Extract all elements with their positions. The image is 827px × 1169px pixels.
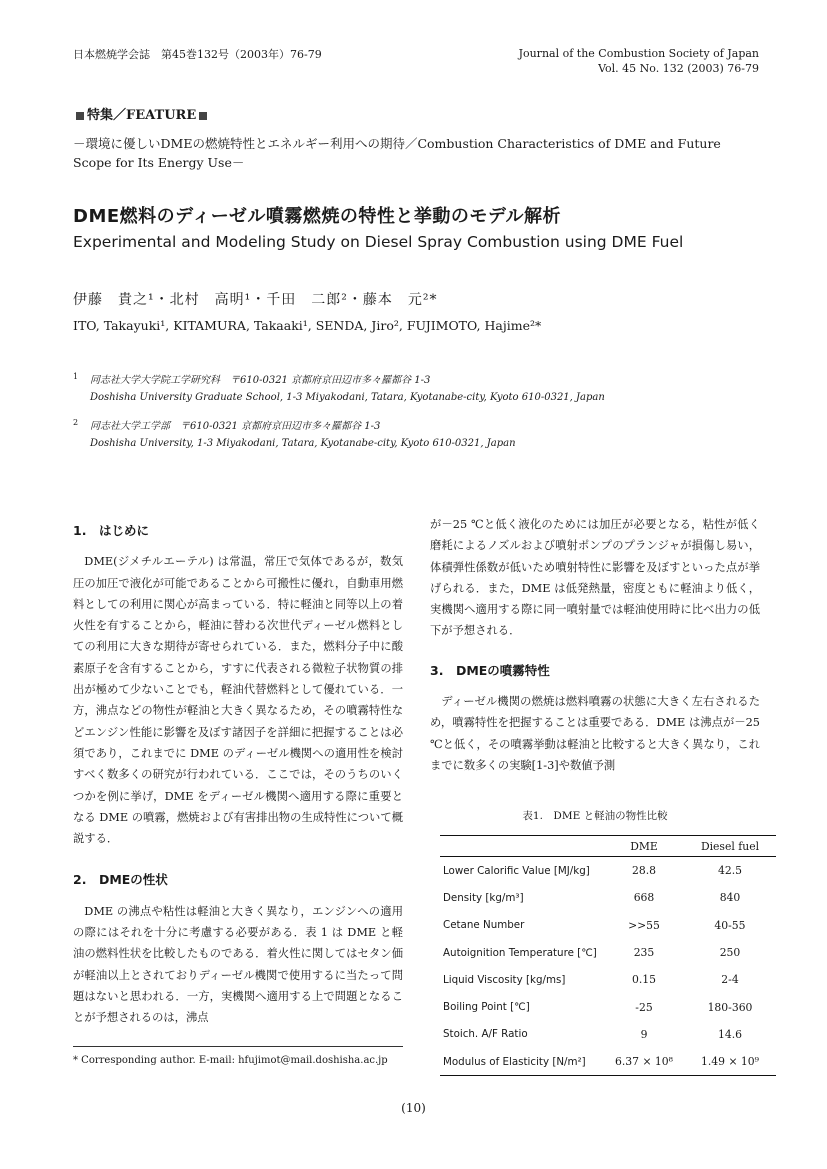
section-3-heading: 3. DMEの噴霧特性	[430, 662, 550, 678]
properties-table	[440, 835, 776, 1076]
section-3-body: ディーゼル機関の燃焼は燃料噴霧の状態に大きく左右されるため，噴霧特性を把握することは重要である．DME は沸点が－25 ℃と低く，その噴霧挙動は軽油と比較すると大きく異なり，これまでに数多くの実験[1-3]や数値予測	[430, 695, 760, 772]
table-cell: 40-55	[714, 918, 746, 932]
square-bullet-icon	[199, 112, 207, 120]
table-cell: -25	[635, 1000, 653, 1014]
table-cell: 14.6	[717, 1027, 743, 1041]
table-cell: Liquid Viscosity [kg/ms]	[443, 973, 566, 986]
table-row	[440, 939, 776, 966]
left-column	[73, 520, 403, 1029]
table-row	[440, 1021, 776, 1048]
table-header-cell: DME	[604, 836, 684, 857]
section-2-continued: が－25 ℃と低く液化のためには加圧が必要となる，粘性が低く磨耗によるノズルおよび噴射ポンプのプランジャが損傷し易い，体積弾性係数が低いため噴射特性に影響を及ぼすといった点が挙げられる．また，DME は低発熱量，密度ともに軽油より低く，実機関へ適用する際に同一噴射量では軽油使用時に比べ出力の低下が予想される．	[430, 518, 760, 638]
table-cell: 668	[633, 891, 655, 905]
section-1-body: DME(ジメチルエーテル) は常温，常圧で気体であるが，数気圧の加圧で液化が可能であることから可搬性に優れ，自動車用燃料としての利用に関心が高まっている．特に軽油と同等以上の着火性を有することから，軽油に替わる次世代ディーゼル燃料としての利用に大きな期待が寄せられている．また，燃料分子中に酸素原子を含有することから，すすに代表される微粒子状物質の排出が極めて少ないことでも，軽油代替燃料として優れている．一方，沸点などの物性が軽油と大きく異なるため，その噴霧特性などエンジン性能に影響を及ぼす諸因子を詳細に把握することは必須であり，これまでに DME のディーゼル機関への適用性を検討すべく数多くの研究が行われている．ここでは，そのうちのいくつかを例に挙げ，DME をディーゼル機関へ適用する際に重要となる DME の噴霧，燃焼および有害排出物の生成特性について概説する．	[73, 555, 403, 846]
table-cell: 9	[640, 1027, 648, 1041]
table-header-row	[440, 836, 776, 857]
table-row	[440, 1048, 776, 1076]
table-cell: Density [kg/m³]	[443, 891, 524, 904]
table-cell: Lower Calorific Value [MJ/kg]	[443, 864, 590, 877]
square-bullet-icon	[76, 112, 84, 120]
table-cell: Stoich. A/F Ratio	[443, 1028, 528, 1041]
table-header-cell	[440, 836, 604, 857]
table-cell: 6.37 × 10⁸	[604, 1048, 684, 1076]
table-cell: 1.49 × 10⁹	[684, 1048, 776, 1076]
paper-title-jp: DME燃料のディーゼル噴霧燃焼の特性と挙動のモデル解析	[73, 206, 561, 227]
table-row	[440, 912, 776, 939]
table-cell: >>55	[628, 918, 660, 932]
affiliation-jp: 同志社大学工学部 〒610-0321 京都府京田辺市多々羅都谷 1-3	[90, 421, 381, 432]
table-cell: 235	[633, 946, 655, 960]
feature-subtitle: －環境に優しいDMEの燃焼特性とエネルギー利用への期待／Combustion Characteristics of DME and Future Scope for Its Energy Use－	[73, 136, 721, 170]
table-cell: Autoignition Temperature [℃]	[443, 946, 597, 959]
table-cell: 2-4	[721, 973, 739, 987]
table-cell: 28.8	[631, 864, 657, 878]
section-2-heading: 2. DMEの性状	[73, 872, 168, 888]
journal-name-en: Journal of the Combustion Society of Japan	[518, 47, 759, 60]
table-cell: Modulus of Elasticity [N/m²]	[440, 1048, 604, 1076]
table-cell: 42.5	[717, 864, 743, 878]
table-cell: 180-360	[707, 1000, 753, 1014]
affiliation-mark: 1	[73, 372, 79, 381]
section-1-heading: 1. はじめに	[73, 523, 149, 538]
table-cell: 250	[719, 946, 741, 960]
affiliation-en: Doshisha University, 1-3 Miyakodani, Tatara, Kyotanabe-city, Kyoto 610-0321, Japan	[90, 438, 516, 449]
table-row	[440, 993, 776, 1020]
section-2-body: DME の沸点や粘性は軽油と大きく異なり，エンジンへの適用の際にはそれを十分に考慮する必要がある．表 1 は DME と軽油の燃料性状を比較したものである．着火性に関してはセタン価が軽油以上とされておりディーゼル機関で使用するに当たって問題はないと思われる．一方，実機関へ適用する上で問題となることが予想されるのは，沸点	[73, 904, 403, 1025]
feature-label	[73, 104, 210, 123]
table-caption: 表1. DME と軽油の物性比較	[522, 810, 668, 822]
affiliation-jp: 同志社大学大学院工学研究科 〒610-0321 京都府京田辺市多々羅都谷 1-3	[90, 375, 431, 386]
table-cell: Cetane Number	[443, 919, 525, 932]
table-row	[440, 884, 776, 911]
authors-en: ITO, Takayuki¹, KITAMURA, Takaaki¹, SENDA, Jiro², FUJIMOTO, Hajime²*	[73, 318, 542, 333]
feature-label-text: 特集／FEATURE	[87, 108, 197, 123]
table-header-cell: Diesel fuel	[684, 836, 776, 857]
journal-volume-en: Vol. 45 No. 132 (2003) 76-79	[598, 62, 759, 75]
table-cell: 0.15	[631, 973, 657, 987]
affiliation-en: Doshisha University Graduate School, 1-3 Miyakodani, Tatara, Kyotanabe-city, Kyoto 610-0321, Japan	[90, 392, 605, 403]
affiliation-2	[73, 418, 693, 452]
journal-header-jp: 日本燃焼学会誌 第45巻132号（2003年）76-79	[73, 48, 322, 61]
table-row	[440, 857, 776, 885]
footnote: * Corresponding author. E-mail: hfujimot@mail.doshisha.ac.jp	[73, 1055, 388, 1066]
journal-header-en	[519, 46, 759, 76]
affiliation-mark: 2	[73, 418, 79, 427]
table-cell: Boiling Point [℃]	[443, 1001, 530, 1014]
page-number: (10)	[401, 1101, 426, 1115]
footnote-divider	[73, 1046, 403, 1047]
table-cell: 840	[719, 891, 741, 905]
paper-title-en: Experimental and Modeling Study on Diesel Spray Combustion using DME Fuel	[73, 233, 684, 251]
right-column	[430, 514, 760, 776]
authors-jp: 伊藤 貴之¹・北村 高明¹・千田 二郎²・藤本 元²*	[73, 292, 438, 308]
table-row	[440, 966, 776, 993]
affiliation-1	[73, 372, 693, 406]
